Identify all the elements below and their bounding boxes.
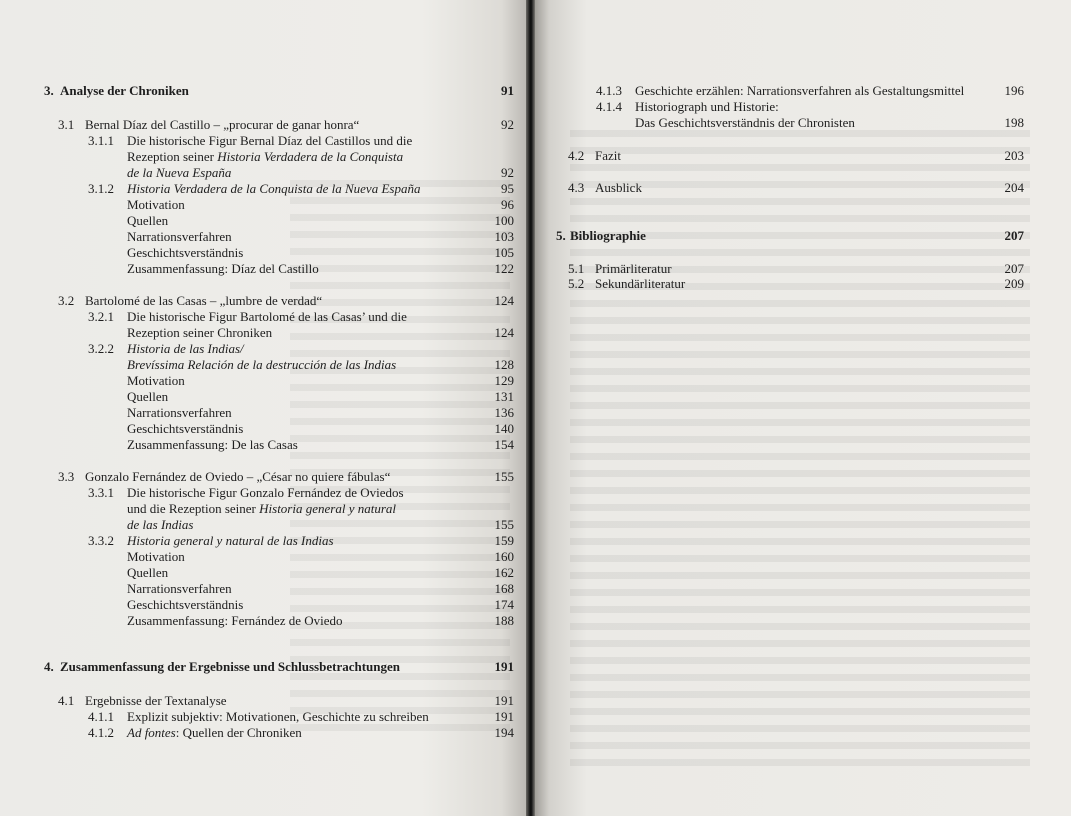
title-text: Zusammenfassung: De las Casas	[127, 437, 298, 452]
section-number: 4.	[44, 659, 54, 674]
title-text: und die Rezeption seiner	[127, 501, 256, 516]
entry-title	[595, 180, 642, 196]
title-text: Geschichtsverständnis	[127, 597, 244, 612]
title-text: Quellen	[127, 213, 169, 228]
page-number: 96	[501, 197, 514, 212]
page-number: 155	[494, 469, 514, 484]
entry-title	[85, 469, 390, 485]
entry-title	[595, 148, 621, 164]
entry-title	[127, 597, 243, 613]
entry-title	[127, 181, 420, 197]
title-text: Die historische Figur Bartolomé de las Casas’ und die	[127, 309, 407, 324]
page-number: 159	[494, 533, 514, 548]
page-number: 131	[494, 389, 514, 404]
entry-title	[127, 565, 168, 581]
page-number: 103	[494, 229, 514, 244]
section-number: 3.1.2	[88, 181, 114, 196]
title-text: Fazit	[595, 148, 621, 163]
section-number: 3.3.1	[88, 485, 114, 500]
right-page	[533, 0, 1071, 816]
page-number: 188	[494, 613, 514, 628]
title-text: Geschichtsverständnis	[127, 421, 244, 436]
entry-title	[60, 83, 189, 99]
entry-title	[127, 213, 168, 229]
entry-title	[127, 709, 429, 725]
entry-title	[127, 245, 243, 261]
page-number: 95	[501, 181, 514, 196]
page-number: 91	[501, 83, 514, 98]
page-number: 191	[494, 693, 514, 708]
title-italic: de la Nueva España	[127, 165, 232, 180]
section-number: 3.	[44, 83, 54, 98]
title-text: Narrationsverfahren	[127, 229, 232, 244]
page-number: 203	[1004, 148, 1024, 163]
section-number: 3.1.1	[88, 133, 114, 148]
title-suffix: : Quellen der Chroniken	[175, 725, 302, 740]
page-number: 92	[501, 165, 514, 180]
page-number: 162	[494, 565, 514, 580]
entry-title	[127, 229, 232, 245]
entry-title	[85, 293, 322, 309]
section-number: 4.2	[568, 148, 585, 163]
section-number: 4.1.4	[596, 99, 622, 114]
title-italic: Historia general y natural de las Indias	[127, 533, 334, 548]
entry-title	[127, 325, 272, 341]
title-italic: de las Indias	[127, 517, 194, 532]
entry-title	[127, 501, 396, 517]
page-number: 198	[1004, 115, 1024, 130]
title-text: Geschichtsverständnis	[127, 245, 244, 260]
page-number: 105	[494, 245, 514, 260]
page-number: 160	[494, 549, 514, 564]
title-text: Die historische Figur Bernal Díaz del Castillos und die	[127, 133, 413, 148]
page-number: 128	[494, 357, 514, 372]
entry-title	[127, 517, 193, 533]
page-number: 140	[494, 421, 514, 436]
section-number: 5.2	[568, 276, 585, 291]
title-text: Bernal Díaz del Castillo – „procurar de ganar honra“	[85, 117, 360, 132]
page-number: 129	[494, 373, 514, 388]
title-text: Explizit subjektiv: Motivationen, Geschichte zu schreiben	[127, 709, 429, 724]
left-page	[0, 0, 528, 816]
title-text: Bibliographie	[570, 228, 646, 243]
entry-title	[127, 405, 232, 421]
title-text: Zusammenfassung: Díaz del Castillo	[127, 261, 319, 276]
page-number: 207	[1004, 228, 1024, 243]
title-italic: Historia general y natural	[259, 501, 396, 516]
entry-title	[127, 261, 319, 277]
section-number: 4.3	[568, 180, 585, 195]
title-italic: Historia Verdadera de la Conquista de la Nueva España	[127, 181, 421, 196]
book-gutter	[526, 0, 535, 816]
page-number: 207	[1004, 261, 1024, 276]
entry-title	[635, 115, 855, 131]
section-number: 5.	[556, 228, 566, 243]
title-text: Das Geschichtsverständnis der Chronisten	[635, 115, 855, 130]
page-number: 174	[494, 597, 514, 612]
entry-title	[85, 693, 227, 709]
section-number: 3.2.1	[88, 309, 114, 324]
page-number: 124	[494, 325, 514, 340]
title-text: Rezeption seiner Chroniken	[127, 325, 273, 340]
title-text: Narrationsverfahren	[127, 405, 232, 420]
entry-title	[127, 581, 232, 597]
title-text: Ergebnisse der Textanalyse	[85, 693, 227, 708]
page-number: 122	[494, 261, 514, 276]
entry-title	[127, 133, 412, 149]
entry-title	[127, 341, 244, 357]
entry-title	[127, 533, 334, 549]
page-number: 100	[494, 213, 514, 228]
entry-title	[127, 149, 403, 165]
title-text: Geschichte erzählen: Narrationsverfahren als Gestaltungsmittel	[635, 83, 965, 98]
entry-title	[127, 725, 302, 741]
section-number: 4.1.3	[596, 83, 622, 98]
title-italic: Historia de las Indias/	[127, 341, 244, 356]
title-text: Narrationsverfahren	[127, 581, 232, 596]
entry-title	[127, 165, 231, 181]
title-text: Analyse der Chroniken	[60, 83, 189, 98]
title-italic: Brevíssima Relación de la destrucción de las Indias	[127, 357, 397, 372]
entry-title	[127, 373, 185, 389]
section-number: 5.1	[568, 261, 585, 276]
entry-title	[595, 261, 672, 277]
page-number: 194	[494, 725, 514, 740]
title-text: Motivation	[127, 373, 185, 388]
entry-title	[127, 389, 168, 405]
entry-title	[127, 613, 343, 629]
section-number: 4.1	[58, 693, 75, 708]
title-italic: Historia Verdadera de la Conquista	[217, 149, 404, 164]
entry-title	[635, 99, 779, 115]
page-number: 209	[1004, 276, 1024, 291]
section-number: 3.1	[58, 117, 75, 132]
title-text: Bartolomé de las Casas – „lumbre de verdad“	[85, 293, 323, 308]
page-number: 154	[494, 437, 514, 452]
title-text: Motivation	[127, 549, 185, 564]
page-number: 155	[494, 517, 514, 532]
title-text: Quellen	[127, 389, 169, 404]
entry-title	[127, 309, 407, 325]
page-number: 136	[494, 405, 514, 420]
title-text: Motivation	[127, 197, 185, 212]
page-number: 204	[1004, 180, 1024, 195]
entry-title	[127, 357, 396, 373]
entry-title	[127, 485, 404, 501]
title-text: Gonzalo Fernández de Oviedo – „César no quiere fábulas“	[85, 469, 391, 484]
entry-title	[635, 83, 964, 99]
section-number: 3.2.2	[88, 341, 114, 356]
title-text: Quellen	[127, 565, 169, 580]
title-text: Historiograph und Historie:	[635, 99, 779, 114]
title-text: Sekundärliteratur	[595, 276, 686, 291]
entry-title	[127, 549, 185, 565]
entry-title	[570, 228, 646, 244]
section-number: 4.1.1	[88, 709, 114, 724]
entry-title	[127, 421, 243, 437]
title-italic: Ad fontes	[127, 725, 176, 740]
page-number: 196	[1004, 83, 1024, 98]
page-number: 92	[501, 117, 514, 132]
page-number: 191	[494, 709, 514, 724]
page-number: 168	[494, 581, 514, 596]
entry-title	[595, 276, 685, 292]
title-text: Rezeption seiner	[127, 149, 214, 164]
title-text: Ausblick	[595, 180, 642, 195]
entry-title	[60, 659, 400, 675]
entry-title	[127, 437, 298, 453]
bleed-through-shadow	[570, 130, 1030, 770]
page-number: 124	[494, 293, 514, 308]
section-number: 3.3	[58, 469, 75, 484]
section-number: 3.3.2	[88, 533, 114, 548]
title-text: Zusammenfassung: Fernández de Oviedo	[127, 613, 343, 628]
entry-title	[85, 117, 359, 133]
page-number: 191	[494, 659, 514, 674]
title-text: Primärliteratur	[595, 261, 672, 276]
title-text: Zusammenfassung der Ergebnisse und Schlussbetrachtungen	[60, 659, 400, 674]
section-number: 4.1.2	[88, 725, 114, 740]
entry-title	[127, 197, 185, 213]
title-text: Die historische Figur Gonzalo Fernández de Oviedos	[127, 485, 404, 500]
section-number: 3.2	[58, 293, 75, 308]
